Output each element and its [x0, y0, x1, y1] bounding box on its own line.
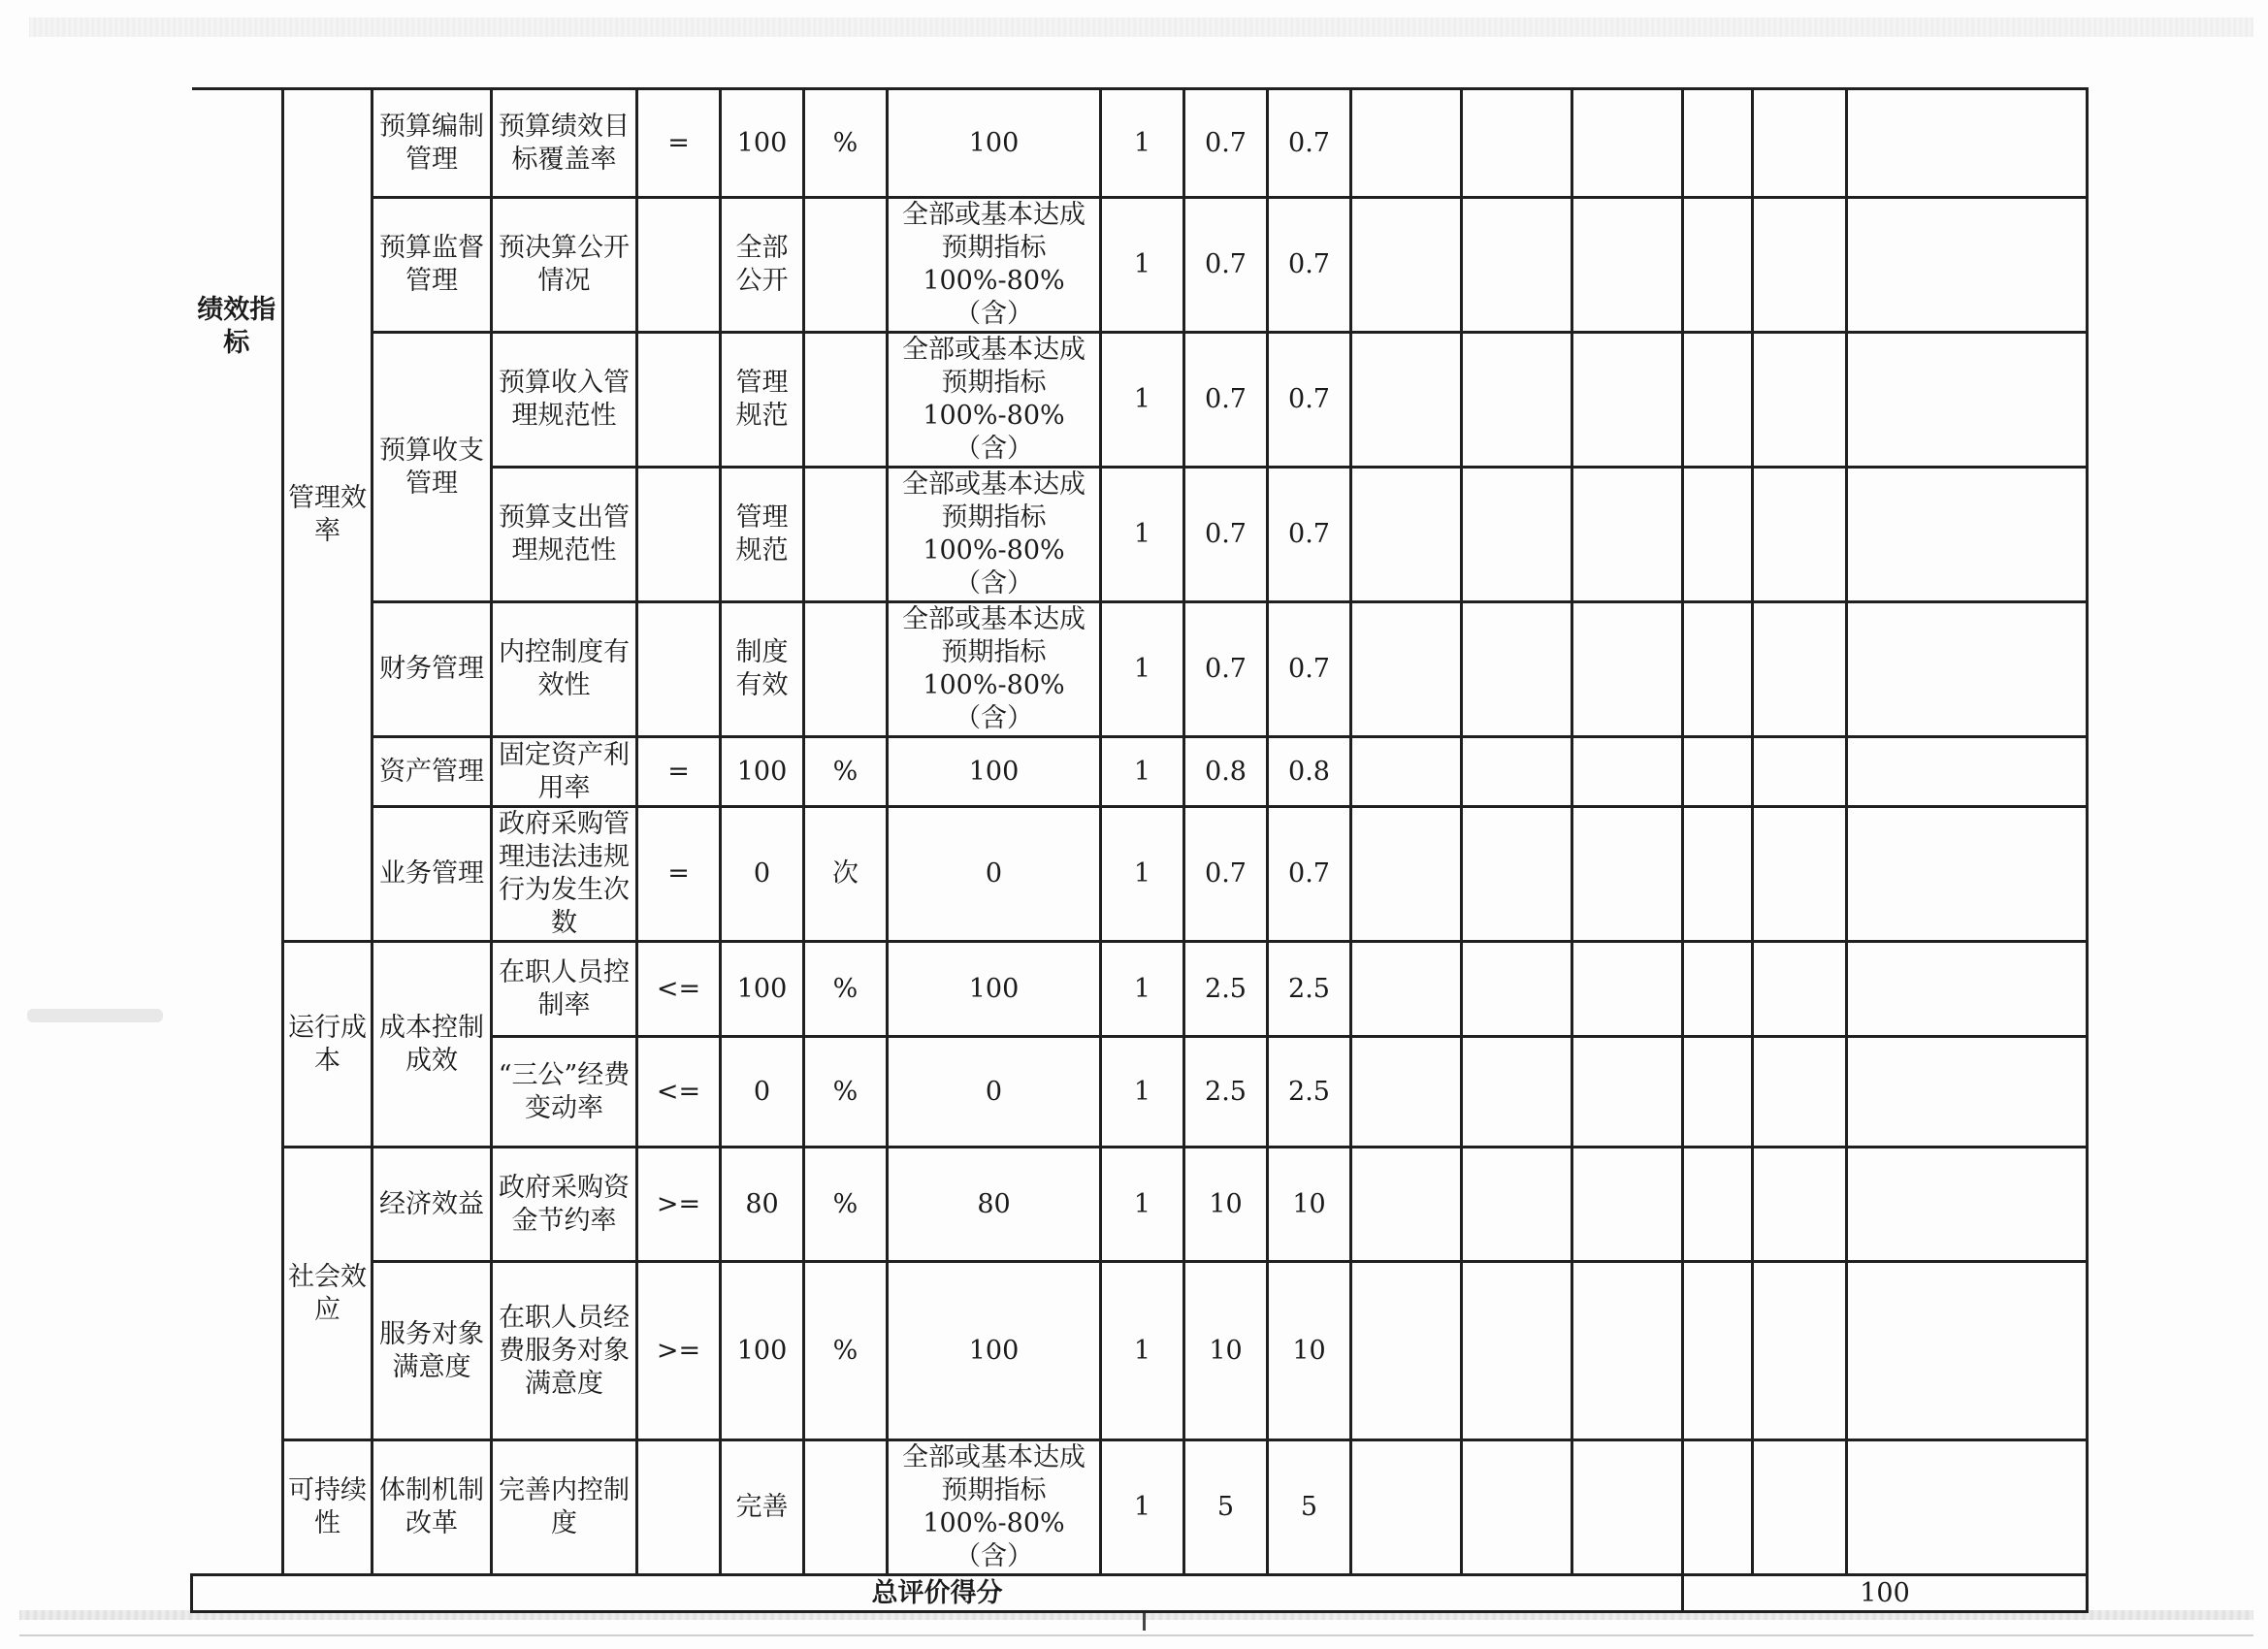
empty-cell — [1572, 1262, 1683, 1440]
empty-cell — [1462, 333, 1572, 468]
empty-cell — [1351, 1440, 1462, 1575]
score-cell: 0.7 — [1184, 333, 1268, 468]
scan-artifact-top — [29, 17, 2253, 37]
empty-cell — [1847, 1262, 2088, 1440]
empty-cell — [1351, 333, 1462, 468]
score-cell: 0.8 — [1184, 737, 1268, 807]
value-cell: 全部公开 — [721, 198, 804, 333]
level1-indicator: 运行成本 — [283, 942, 373, 1148]
unit-cell — [804, 333, 888, 468]
level2-indicator: 业务管理 — [373, 807, 492, 942]
target-cell: 100 — [888, 1262, 1101, 1440]
actual-score-cell: 0.7 — [1268, 807, 1351, 942]
target-cell: 全部或基本达成预期指标100%-80%（含） — [888, 602, 1101, 737]
actual-score-cell: 10 — [1268, 1148, 1351, 1262]
level3-indicator: 预决算公开情况 — [492, 198, 637, 333]
empty-cell — [1683, 333, 1753, 468]
empty-cell — [1351, 737, 1462, 807]
table-row — [192, 198, 2088, 333]
level2-indicator: 预算编制管理 — [373, 89, 492, 198]
target-cell: 80 — [888, 1148, 1101, 1262]
actual-score-cell: 0.7 — [1268, 333, 1351, 468]
empty-cell — [1847, 1148, 2088, 1262]
operator-cell: <= — [637, 1037, 721, 1148]
empty-cell — [1572, 1440, 1683, 1575]
value-cell: 0 — [721, 1037, 804, 1148]
empty-cell — [1683, 602, 1753, 737]
target-cell: 0 — [888, 807, 1101, 942]
level3-indicator: 预算支出管理规范性 — [492, 468, 637, 602]
empty-cell — [1847, 1440, 2088, 1575]
empty-cell — [1753, 942, 1847, 1037]
empty-cell — [1572, 468, 1683, 602]
score-cell: 0.7 — [1184, 807, 1268, 942]
empty-cell — [1351, 1262, 1462, 1440]
empty-cell — [1462, 942, 1572, 1037]
unit-cell: % — [804, 89, 888, 198]
empty-cell — [1462, 1440, 1572, 1575]
value-cell: 100 — [721, 89, 804, 198]
operator-cell — [637, 333, 721, 468]
target-cell: 全部或基本达成预期指标100%-80%（含） — [888, 468, 1101, 602]
level2-indicator: 体制机制改革 — [373, 1440, 492, 1575]
total-value: 100 — [1683, 1575, 2088, 1612]
empty-cell — [1753, 198, 1847, 333]
unit-cell: % — [804, 737, 888, 807]
unit-cell — [804, 468, 888, 602]
weight-cell: 1 — [1101, 1262, 1184, 1440]
table-row — [192, 737, 2088, 807]
empty-cell — [1847, 737, 2088, 807]
actual-score-cell: 0.7 — [1268, 89, 1351, 198]
score-cell: 5 — [1184, 1440, 1268, 1575]
level3-indicator: 在职人员控制率 — [492, 942, 637, 1037]
value-cell: 100 — [721, 1262, 804, 1440]
unit-cell — [804, 198, 888, 333]
empty-cell — [1572, 942, 1683, 1037]
actual-score-cell: 10 — [1268, 1262, 1351, 1440]
unit-cell — [804, 1440, 888, 1575]
empty-cell — [1683, 807, 1753, 942]
target-cell: 全部或基本达成预期指标100%-80%（含） — [888, 198, 1101, 333]
empty-cell — [1462, 602, 1572, 737]
total-label: 总评价得分 — [192, 1575, 1683, 1612]
actual-score-cell: 5 — [1268, 1440, 1351, 1575]
empty-cell — [1753, 1148, 1847, 1262]
empty-cell — [1572, 198, 1683, 333]
level3-indicator: 预算收入管理规范性 — [492, 333, 637, 468]
level3-indicator: 政府采购管理违法违规行为发生次数 — [492, 807, 637, 942]
actual-score-cell: 0.8 — [1268, 737, 1351, 807]
value-cell: 管理规范 — [721, 333, 804, 468]
actual-score-cell: 0.7 — [1268, 468, 1351, 602]
unit-cell: % — [804, 942, 888, 1037]
weight-cell: 1 — [1101, 942, 1184, 1037]
target-cell: 100 — [888, 737, 1101, 807]
empty-cell — [1683, 1148, 1753, 1262]
target-cell: 全部或基本达成预期指标100%-80%（含） — [888, 1440, 1101, 1575]
empty-cell — [1753, 1440, 1847, 1575]
empty-cell — [1753, 737, 1847, 807]
target-cell: 全部或基本达成预期指标100%-80%（含） — [888, 333, 1101, 468]
actual-score-cell: 2.5 — [1268, 942, 1351, 1037]
value-cell: 100 — [721, 942, 804, 1037]
empty-cell — [1753, 602, 1847, 737]
empty-cell — [1753, 1037, 1847, 1148]
empty-cell — [1351, 468, 1462, 602]
empty-cell — [1683, 89, 1753, 198]
table-row — [192, 89, 2088, 198]
table-row — [192, 333, 2088, 468]
empty-cell — [1683, 468, 1753, 602]
level1-indicator: 可持续性 — [283, 1440, 373, 1575]
operator-cell: <= — [637, 942, 721, 1037]
section-label: 绩效指标 — [192, 89, 283, 1575]
empty-cell — [1351, 198, 1462, 333]
unit-cell: % — [804, 1262, 888, 1440]
empty-cell — [1462, 468, 1572, 602]
operator-cell: >= — [637, 1148, 721, 1262]
table-row — [192, 602, 2088, 737]
scan-artifact-tick — [1143, 1613, 1146, 1631]
empty-cell — [1351, 602, 1462, 737]
unit-cell: % — [804, 1037, 888, 1148]
target-cell: 100 — [888, 89, 1101, 198]
empty-cell — [1847, 89, 2088, 198]
empty-cell — [1683, 1262, 1753, 1440]
score-cell: 0.7 — [1184, 198, 1268, 333]
value-cell: 80 — [721, 1148, 804, 1262]
level2-indicator: 预算收支管理 — [373, 333, 492, 602]
score-cell: 0.7 — [1184, 468, 1268, 602]
weight-cell: 1 — [1101, 333, 1184, 468]
empty-cell — [1683, 198, 1753, 333]
operator-cell: = — [637, 89, 721, 198]
level2-indicator: 成本控制成效 — [373, 942, 492, 1148]
level2-indicator: 财务管理 — [373, 602, 492, 737]
empty-cell — [1572, 1037, 1683, 1148]
level3-indicator: 预算绩效目标覆盖率 — [492, 89, 637, 198]
table-row — [192, 1148, 2088, 1262]
weight-cell: 1 — [1101, 737, 1184, 807]
target-cell: 0 — [888, 1037, 1101, 1148]
level3-indicator: 内控制度有效性 — [492, 602, 637, 737]
empty-cell — [1351, 1148, 1462, 1262]
empty-cell — [1462, 1037, 1572, 1148]
empty-cell — [1572, 602, 1683, 737]
weight-cell: 1 — [1101, 89, 1184, 198]
empty-cell — [1572, 807, 1683, 942]
score-cell: 10 — [1184, 1262, 1268, 1440]
level2-indicator: 预算监督管理 — [373, 198, 492, 333]
target-cell: 100 — [888, 942, 1101, 1037]
empty-cell — [1753, 468, 1847, 602]
score-cell: 0.7 — [1184, 602, 1268, 737]
table-row — [192, 942, 2088, 1037]
value-cell: 完善 — [721, 1440, 804, 1575]
operator-cell — [637, 1440, 721, 1575]
score-cell: 10 — [1184, 1148, 1268, 1262]
empty-cell — [1847, 942, 2088, 1037]
weight-cell: 1 — [1101, 1440, 1184, 1575]
weight-cell: 1 — [1101, 602, 1184, 737]
operator-cell — [637, 198, 721, 333]
empty-cell — [1462, 198, 1572, 333]
weight-cell: 1 — [1101, 807, 1184, 942]
level1-indicator: 管理效率 — [283, 89, 373, 942]
empty-cell — [1462, 1262, 1572, 1440]
empty-cell — [1753, 807, 1847, 942]
empty-cell — [1847, 198, 2088, 333]
level3-indicator: 政府采购资金节约率 — [492, 1148, 637, 1262]
unit-cell: 次 — [804, 807, 888, 942]
level3-indicator: “三公”经费变动率 — [492, 1037, 637, 1148]
weight-cell: 1 — [1101, 468, 1184, 602]
table-row — [192, 1440, 2088, 1575]
level2-indicator: 服务对象满意度 — [373, 1262, 492, 1440]
weight-cell: 1 — [1101, 198, 1184, 333]
level2-indicator: 经济效益 — [373, 1148, 492, 1262]
level3-indicator: 固定资产利用率 — [492, 737, 637, 807]
weight-cell: 1 — [1101, 1037, 1184, 1148]
score-cell: 2.5 — [1184, 942, 1268, 1037]
value-cell: 0 — [721, 807, 804, 942]
operator-cell — [637, 468, 721, 602]
empty-cell — [1462, 807, 1572, 942]
empty-cell — [1847, 333, 2088, 468]
empty-cell — [1847, 1037, 2088, 1148]
table-row — [192, 1262, 2088, 1440]
value-cell: 100 — [721, 737, 804, 807]
empty-cell — [1351, 1037, 1462, 1148]
score-cell: 2.5 — [1184, 1037, 1268, 1148]
actual-score-cell: 0.7 — [1268, 602, 1351, 737]
operator-cell: = — [637, 737, 721, 807]
total-row — [192, 1575, 2088, 1612]
empty-cell — [1683, 1037, 1753, 1148]
scan-artifact-left — [27, 1009, 163, 1022]
empty-cell — [1462, 89, 1572, 198]
empty-cell — [1847, 468, 2088, 602]
performance-evaluation-table — [190, 87, 2089, 1613]
operator-cell — [637, 602, 721, 737]
unit-cell — [804, 602, 888, 737]
empty-cell — [1572, 89, 1683, 198]
table-row — [192, 807, 2088, 942]
unit-cell: % — [804, 1148, 888, 1262]
empty-cell — [1753, 1262, 1847, 1440]
empty-cell — [1351, 89, 1462, 198]
actual-score-cell: 2.5 — [1268, 1037, 1351, 1148]
empty-cell — [1847, 807, 2088, 942]
empty-cell — [1572, 737, 1683, 807]
empty-cell — [1462, 1148, 1572, 1262]
level2-indicator: 资产管理 — [373, 737, 492, 807]
actual-score-cell: 0.7 — [1268, 198, 1351, 333]
empty-cell — [1753, 89, 1847, 198]
scan-artifact-line — [19, 1634, 2253, 1636]
level3-indicator: 完善内控制度 — [492, 1440, 637, 1575]
empty-cell — [1572, 333, 1683, 468]
empty-cell — [1683, 737, 1753, 807]
empty-cell — [1462, 737, 1572, 807]
weight-cell: 1 — [1101, 1148, 1184, 1262]
value-cell: 管理规范 — [721, 468, 804, 602]
empty-cell — [1847, 602, 2088, 737]
empty-cell — [1683, 942, 1753, 1037]
empty-cell — [1683, 1440, 1753, 1575]
level1-indicator: 社会效应 — [283, 1148, 373, 1440]
score-cell: 0.7 — [1184, 89, 1268, 198]
empty-cell — [1753, 333, 1847, 468]
empty-cell — [1572, 1148, 1683, 1262]
value-cell: 制度有效 — [721, 602, 804, 737]
operator-cell: = — [637, 807, 721, 942]
empty-cell — [1351, 942, 1462, 1037]
operator-cell: >= — [637, 1262, 721, 1440]
level3-indicator: 在职人员经费服务对象满意度 — [492, 1262, 637, 1440]
empty-cell — [1351, 807, 1462, 942]
